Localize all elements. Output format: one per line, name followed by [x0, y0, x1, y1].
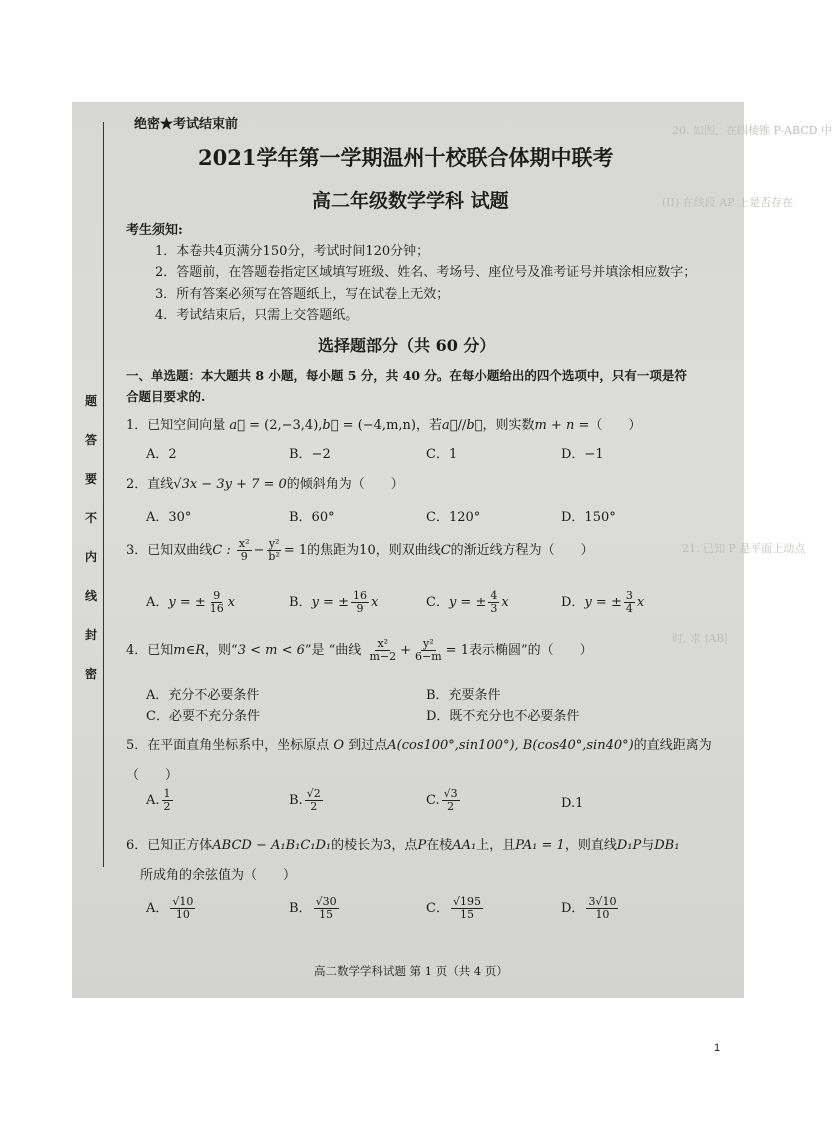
option: A．30°: [146, 510, 192, 525]
option: D． $\frac{3√10}{10}$: [561, 895, 617, 921]
bleed-through-text: (II) 在线段 AP 上是否存在: [662, 196, 794, 209]
option: D．150°: [561, 510, 616, 525]
option: C．y = ± $\frac{4}{3}$ x: [426, 589, 509, 615]
bleed-through-text: 20. 如图，在四棱锥 P-ABCD 中: [672, 124, 832, 137]
bleed-through-text: 时, 求 |AB|: [672, 632, 728, 645]
notice-item: 4．考试结束后，只需上交答题纸。: [155, 308, 359, 323]
seal-line: [103, 122, 104, 867]
exam-subtitle: 高二年级数学学科 试题: [312, 190, 509, 212]
option: A． $\frac{√10}{10}$: [146, 895, 194, 921]
option: A. $\frac{1}{2}$: [146, 787, 171, 813]
section-title: 选择题部分（共 60 分）: [318, 336, 496, 355]
margin-char: 密: [84, 667, 97, 681]
notice-item: 1．本卷共4页满分150分，考试时间120分钟；: [155, 244, 430, 259]
option: B．y = ± $\frac{16}{9}$ x: [289, 589, 379, 615]
confidential-label: 绝密★考试结束前: [134, 117, 239, 132]
option: C. $\frac{√3}{2}$: [426, 787, 458, 813]
question-2: 2．直线√3x − 3y + 7 = 0的倾斜角为（ ）: [126, 477, 404, 492]
page-number: 1: [714, 1042, 721, 1054]
option: C．1: [426, 447, 458, 462]
question-4: 4．已知m∈R，则“3 < m < 6”是 “曲线 $\frac{\text{x²}}{m-2}$ + $\frac{\text{y²}}{6-m}$ = 1表示椭圆”的（ ）: [126, 637, 593, 663]
question-6-line2: 所成角的余弦值为（ ）: [140, 868, 297, 883]
option: A．2: [146, 447, 177, 462]
margin-char: 答: [84, 433, 97, 447]
option: C． $\frac{√195}{15}$: [426, 895, 481, 921]
option: A．y = ± $\frac{9}{16}$ x: [146, 589, 236, 615]
option: B. $\frac{√2}{2}$: [289, 787, 321, 813]
option: C．120°: [426, 510, 481, 525]
notice-item: 2．答题前，在答题卷指定区域填写班级、姓名、考场号、座位号及准考证号并填涂相应数字；: [155, 265, 697, 280]
question-1: 1．已知空间向量 a⃗ = (2,−3,4),b⃗ = (−4,m,n)，若a⃗//b⃗，则实数m + n =（ ）: [126, 418, 642, 433]
option: D.1: [561, 796, 584, 811]
option: B．−2: [289, 447, 331, 462]
option: D．−1: [561, 447, 604, 462]
bleed-through-text: 21. 已知 P 是平面上动点: [682, 542, 806, 555]
margin-char: 题: [84, 394, 97, 408]
question-3: 3．已知双曲线C : $\frac{\text{x²}}{9}$ − $\frac{\text{y²}}{\text{b²}}$ = 1的焦距为10，则双曲线C的渐近线方程为（ ）: [126, 537, 594, 563]
instructions-line: 合题目要求的.: [126, 389, 206, 404]
option: D．既不充分也不必要条件: [426, 709, 580, 724]
question-5-paren: （ ）: [126, 768, 179, 783]
question-5: 5．在平面直角坐标系中，坐标原点 O 到过点A(cos100°,sin100°), B(cos40°,sin40°)的直线距离为: [126, 738, 712, 753]
exam-title: 2021学年第一学期温州十校联合体期中联考: [198, 145, 614, 170]
margin-char: 线: [84, 589, 97, 603]
option: B．60°: [289, 510, 335, 525]
margin-char: 要: [84, 472, 97, 486]
instructions-line: 一、单选题：本大题共 8 小题，每小题 5 分，共 40 分。在每小题给出的四个选项中，只有一项是符: [126, 368, 687, 383]
margin-char: 内: [84, 550, 97, 564]
seal-line-text: [82, 392, 100, 682]
option: B． $\frac{√30}{15}$: [289, 895, 337, 921]
option: B．充要条件: [426, 688, 501, 703]
option: D．y = ± $\frac{3}{4}$ x: [561, 589, 645, 615]
option: C．必要不充分条件: [146, 709, 260, 724]
page-footer: 高二数学学科试题 第 1 页（共 4 页）: [314, 964, 508, 978]
question-6: 6．已知正方体ABCD − A₁B₁C₁D₁的棱长为3，点P在棱AA₁上，且PA₁ = 1，则直线D₁P与DB₁: [126, 838, 680, 853]
notice-item: 3．所有答案必须写在答题纸上，写在试卷上无效；: [155, 287, 450, 302]
option: A．充分不必要条件: [146, 688, 260, 703]
margin-char: 封: [84, 628, 97, 642]
notice-heading: 考生须知:: [126, 223, 183, 238]
margin-char: 不: [84, 511, 97, 525]
